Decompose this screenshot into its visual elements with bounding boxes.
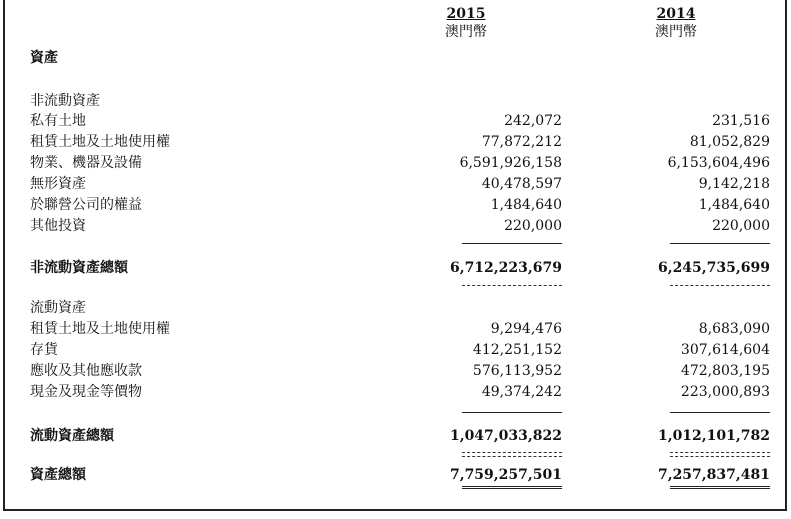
row-value-2015: 6,591,926,158	[459, 155, 562, 171]
row-label: 物業、機器及設備	[30, 155, 142, 171]
grand-total-2014: 7,257,837,481	[657, 467, 770, 483]
row-value-2015: 1,484,640	[490, 197, 562, 213]
grand-total-double-rule-2014	[670, 486, 770, 489]
row-value-2014: 1,484,640	[698, 197, 770, 213]
grand-total-label: 資產總額	[30, 467, 86, 483]
row-value-2014: 307,614,604	[680, 342, 770, 358]
row-label: 租賃土地及土地使用權	[30, 134, 170, 150]
subtotal-rule-2014	[670, 412, 770, 413]
total-dash-rule-2015-b	[462, 456, 562, 457]
row-value-2015: 77,872,212	[481, 134, 562, 150]
row-label: 租賃土地及土地使用權	[30, 321, 170, 337]
row-label: 無形資產	[30, 176, 86, 192]
row-label: 私有土地	[30, 113, 86, 129]
row-value-2014: 81,052,829	[689, 134, 770, 150]
total-dash-rule-2015	[462, 285, 562, 286]
current-total-2015: 1,047,033,822	[449, 428, 562, 444]
current-total-label: 流動資產總額	[30, 428, 114, 444]
row-label: 存貨	[30, 342, 58, 358]
currency-2015-header: 澳門幣	[445, 24, 487, 40]
row-value-2015: 220,000	[504, 218, 562, 234]
non-current-total-2014: 6,245,735,699	[657, 260, 770, 276]
row-value-2014: 223,000,893	[680, 384, 770, 400]
total-dash-rule-2015	[462, 452, 562, 453]
row-label: 其他投資	[30, 218, 86, 234]
row-value-2014: 231,516	[712, 113, 770, 129]
currency-2014-header: 澳門幣	[655, 24, 697, 40]
row-value-2014: 8,683,090	[698, 321, 770, 337]
subtotal-rule-2015	[462, 412, 562, 413]
grand-total-double-rule-2015	[462, 486, 562, 489]
row-value-2015: 49,374,242	[481, 384, 562, 400]
year-2015-header: 2015	[446, 6, 486, 22]
row-value-2014: 9,142,218	[698, 176, 770, 192]
row-label: 應收及其他應收款	[30, 363, 142, 379]
row-value-2015: 242,072	[504, 113, 562, 129]
non-current-total-label: 非流動資產總額	[30, 260, 128, 276]
total-dash-rule-2014	[670, 285, 770, 286]
year-2014-header: 2014	[656, 6, 696, 22]
current-total-2014: 1,012,101,782	[657, 428, 770, 444]
grand-total-2015: 7,759,257,501	[449, 467, 562, 483]
row-value-2014: 220,000	[712, 218, 770, 234]
row-value-2014: 6,153,604,496	[667, 155, 770, 171]
row-value-2014: 472,803,195	[680, 363, 770, 379]
subtotal-rule-2015	[462, 243, 562, 244]
non-current-heading: 非流動資產	[30, 93, 100, 109]
current-heading: 流動資產	[30, 300, 86, 316]
row-label: 現金及現金等價物	[30, 384, 142, 400]
row-label: 於聯營公司的權益	[30, 197, 142, 213]
total-dash-rule-2014	[670, 452, 770, 453]
row-value-2015: 40,478,597	[481, 176, 562, 192]
page-title: 資產	[30, 50, 58, 66]
row-value-2015: 9,294,476	[490, 321, 562, 337]
total-dash-rule-2014-b	[670, 456, 770, 457]
non-current-total-2015: 6,712,223,679	[449, 260, 562, 276]
subtotal-rule-2014	[670, 243, 770, 244]
row-value-2015: 576,113,952	[472, 363, 562, 379]
row-value-2015: 412,251,152	[472, 342, 562, 358]
